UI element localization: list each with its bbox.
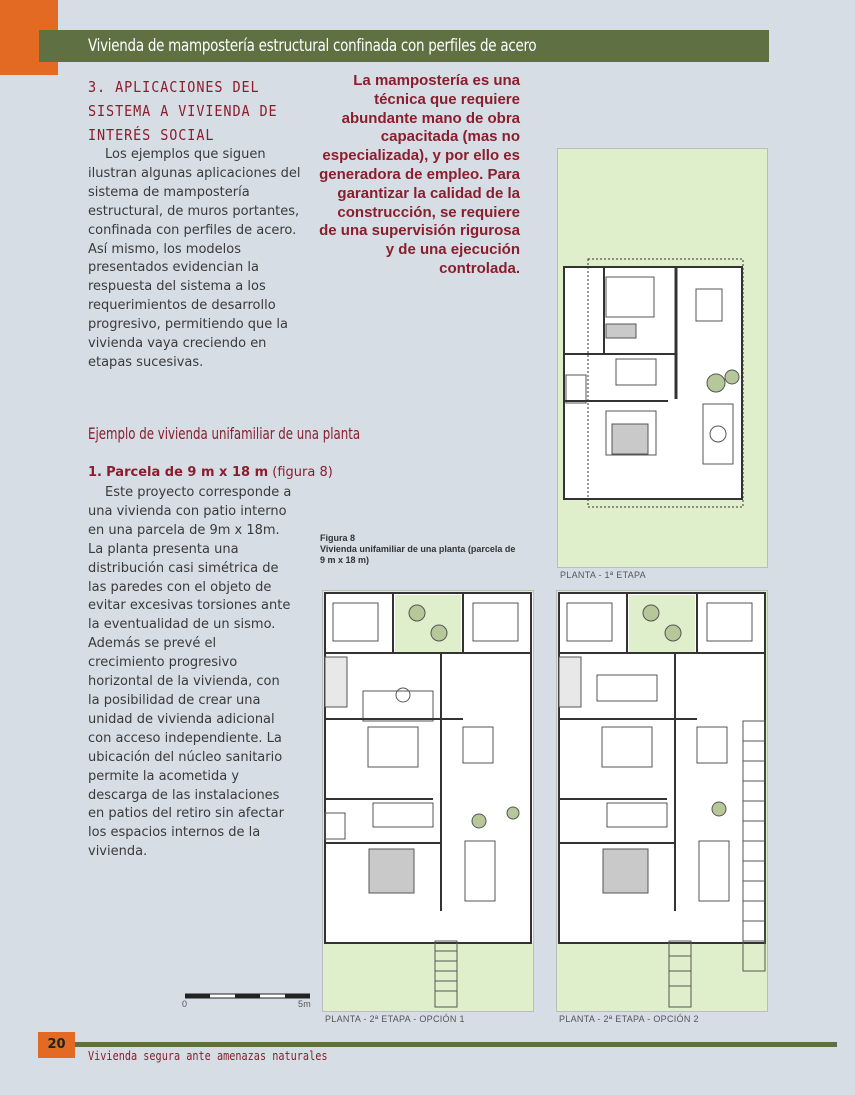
scale-start-label: 0	[182, 999, 188, 1009]
footer-rule	[75, 1042, 837, 1047]
plan-label-option-2: PLANTA - 2ª ETAPA - OPCIÓN 2	[559, 1014, 699, 1024]
floor-plan-option-2	[556, 590, 768, 1024]
figure-caption	[320, 533, 520, 566]
scale-end-label: 5m	[298, 999, 312, 1009]
footer-title: Vivienda segura ante amenazas naturales	[88, 1049, 328, 1063]
floor-plan-drawing	[558, 149, 767, 567]
item-title: Parcela de 9 m x 18 m	[106, 465, 269, 480]
figure-caption-text: Vivienda unifamiliar de una planta (parcela de 9 m x 18 m)	[320, 544, 516, 565]
item-number: 1.	[88, 465, 102, 480]
plan-label-option-1: PLANTA - 2ª ETAPA - OPCIÓN 1	[325, 1014, 465, 1024]
item-heading	[88, 465, 333, 480]
section-title: 3. APLICACIONES DEL SISTEMA A VIVIENDA DE INTERÉS SOCIAL	[88, 78, 278, 144]
scale-bar	[182, 993, 312, 1013]
page-number: 20	[38, 1032, 75, 1058]
example-title: Ejemplo de vivienda unifamiliar de una planta	[88, 424, 361, 443]
example-body: Este proyecto corresponde a una vivienda con patio interno en una parcela de 9m x 18m. La planta presenta una distribución casi simétrica de las paredes con el objeto de evitar excesivas torsiones ante la eventualidad de un sismo. Además se prevé el crecimiento progresivo horizontal de la vivienda, con la posibilidad de crear una unidad de vivienda adicional con acceso independiente. La ubicación del núcleo sanitario permite la acometida y descarga de las instalaciones en patios del retiro sin afectar los espacios internos de la vivienda.	[88, 485, 292, 860]
floor-plan-option-1	[322, 590, 534, 1024]
floor-plan-drawing	[323, 591, 533, 1011]
floor-plan-drawing	[557, 591, 767, 1011]
plan-label-stage-1: PLANTA - 1ª ETAPA	[560, 570, 646, 580]
pull-quote: La mampostería es una técnica que requiere abundante mano de obra capacitada (mas no especializada), y por ello es generadora de empleo. Para garantizar la calidad de la construcción, se requiere de una supervisión rigurosa y de una ejecución controlada.	[319, 72, 520, 277]
intro-paragraph: Los ejemplos que siguen ilustran algunas aplicaciones del sistema de mampostería estructural, de muros portantes, confinada con perfiles de acero. Así mismo, los modelos presentados evidencian la respuesta del sistema a los requerimientos de desarrollo progresivo, permitiendo que la vivienda vaya creciendo en etapas sucesivas.	[88, 147, 301, 370]
running-header-title: Vivienda de mampostería estructural confinada con perfiles de acero	[88, 36, 537, 56]
scale-bar-graphic	[185, 993, 310, 1001]
figure-label: Figura 8	[320, 533, 356, 543]
item-figure-ref: (figura 8)	[272, 465, 333, 480]
floor-plan-stage-1	[557, 148, 768, 580]
